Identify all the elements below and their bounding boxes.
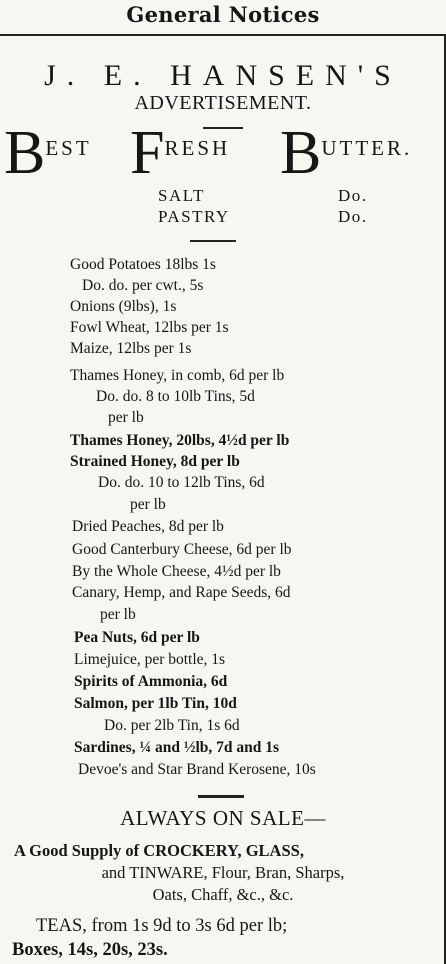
- list-item: Do. do. 8 to 10lb Tins, 5d: [96, 388, 255, 405]
- headline-word-butter: [280, 118, 412, 188]
- list-item: Onions (9lbs), 1s: [70, 298, 177, 315]
- headline-best-fresh-butter: [4, 118, 444, 192]
- list-item: Thames Honey, 20lbs, 4½d per lb: [70, 432, 290, 449]
- list-item: Do. per 2lb Tin, 1s 6d: [104, 717, 240, 734]
- headline-rest: UTTER.: [321, 136, 413, 160]
- list-item: per lb: [108, 409, 144, 426]
- short-rule: [198, 795, 244, 798]
- headline-initial: B: [280, 119, 322, 187]
- headline-rest: EST: [45, 136, 92, 160]
- always-on-sale-heading: ALWAYS ON SALE—: [120, 806, 326, 830]
- advertisement-label: ADVERTISEMENT.: [134, 92, 312, 114]
- headline-rest: RESH: [164, 136, 231, 160]
- list-item: Strained Honey, 8d per lb: [70, 453, 240, 470]
- list-item: Do. do. 10 to 12lb Tins, 6d: [98, 474, 265, 491]
- list-item: Sardines, ¼ and ½lb, 7d and 1s: [74, 739, 280, 756]
- headline-word-fresh: [130, 118, 230, 188]
- teas-line: Boxes, 14s, 20s, 23s.: [12, 940, 168, 960]
- section-title: General Notices: [126, 2, 320, 27]
- always-line: and TINWARE, Flour, Bran, Sharps,: [101, 863, 345, 882]
- list-item: Pea Nuts, 6d per lb: [74, 629, 200, 646]
- headline-initial: F: [130, 119, 165, 187]
- always-line: Oats, Chaff, &c., &c.: [152, 885, 294, 904]
- list-item: Limejuice, per bottle, 1s: [74, 651, 226, 668]
- list-item: per lb: [130, 496, 166, 513]
- list-item: Maize, 12lbs per 1s: [70, 340, 192, 357]
- sub-line-ditto: Do.: [338, 186, 368, 205]
- list-item: Salmon, per 1lb Tin, 10d: [74, 695, 237, 712]
- list-item: By the Whole Cheese, 4½d per lb: [72, 563, 281, 580]
- sub-line-ditto: Do.: [338, 207, 368, 226]
- list-item: Spirits of Ammonia, 6d: [74, 673, 228, 690]
- list-item: per lb: [100, 606, 136, 623]
- list-item: Canary, Hemp, and Rape Seeds, 6d: [72, 584, 291, 601]
- section-rule: [0, 34, 446, 36]
- list-item: Thames Honey, in comb, 6d per lb: [70, 367, 285, 384]
- list-item: Fowl Wheat, 12lbs per 1s: [70, 319, 229, 336]
- list-item: Good Canterbury Cheese, 6d per lb: [72, 541, 292, 558]
- advertiser-name: J. E. HANSEN'S: [44, 59, 402, 92]
- list-item: Do. do. per cwt., 5s: [82, 277, 204, 294]
- sub-line-label: PASTRY: [158, 207, 230, 226]
- sub-line-label: SALT: [158, 186, 205, 205]
- short-rule: [190, 240, 236, 242]
- teas-line: TEAS, from 1s 9d to 3s 6d per lb;: [36, 916, 288, 936]
- always-line: A Good Supply of CROCKERY, GLASS,: [14, 841, 304, 860]
- list-item: Devoe's and Star Brand Kerosene, 10s: [78, 761, 316, 778]
- headline-word-best: [4, 118, 92, 188]
- list-item: Dried Peaches, 8d per lb: [72, 518, 224, 535]
- list-item: Good Potatoes 18lbs 1s: [70, 256, 216, 273]
- headline-initial: B: [4, 119, 46, 187]
